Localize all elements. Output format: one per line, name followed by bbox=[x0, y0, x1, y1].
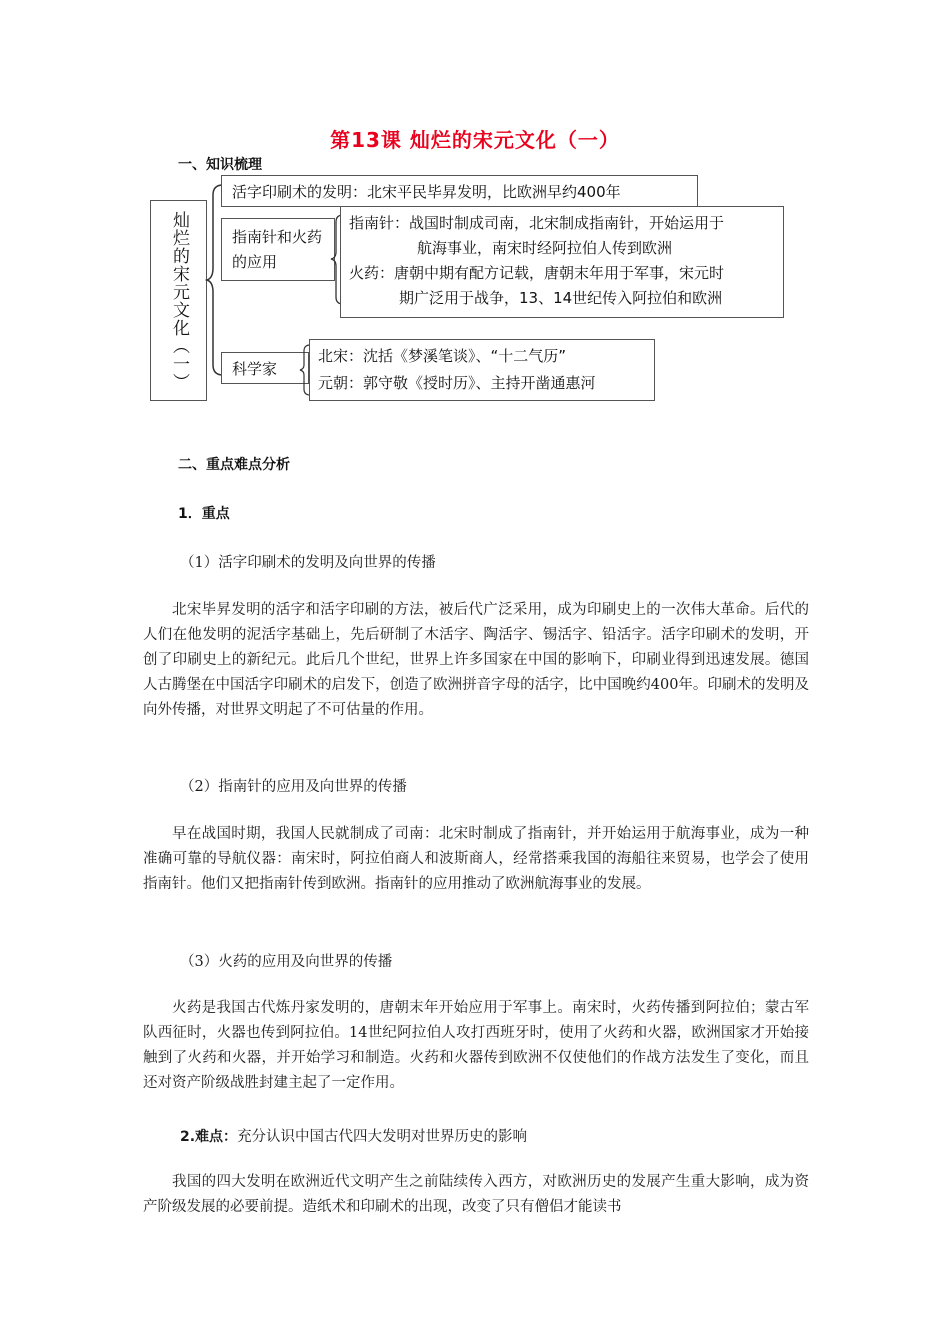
diagram-root-box bbox=[150, 200, 207, 401]
key-points-heading: 1．重点 bbox=[178, 506, 230, 522]
difficulty-text: 充分认识中国古代四大发明对世界历史的影响 bbox=[237, 1129, 528, 1145]
diagram-compass-powder-detail bbox=[340, 206, 784, 318]
diagram-branch-printing bbox=[221, 175, 698, 207]
section-heading-analysis: 二、重点难点分析 bbox=[178, 457, 290, 473]
difficulty-paragraph: 我国的四大发明在欧洲近代文明产生之前陆续传入西方，对欧洲历史的发展产生重大影响，成为资产阶级发展的必要前提。造纸术和印刷术的出现，改变了只有僧侣才能读书 bbox=[143, 1174, 809, 1215]
branch-scientists-label: 科学家 bbox=[232, 360, 278, 378]
diagram-scientists-detail bbox=[309, 339, 655, 401]
item-3-title: （3）火药的应用及向世界的传播 bbox=[180, 954, 393, 970]
branch-compass-powder-label: 指南针和火药的应用 bbox=[232, 228, 323, 271]
diagram-root-label: 灿烂的宋元文化（一） bbox=[169, 211, 189, 391]
diagram-branch-scientists bbox=[221, 352, 309, 384]
item-3-paragraph: 火药是我国古代炼丹家发明的，唐朝末年开始应用于军事上。南宋时，火药传播到阿拉伯；蒙古军队西征时，火器也传到阿拉伯。14世纪阿拉伯人攻打西班牙时，使用了火药和火器，欧洲国家才开始接触到了火药和火器，并开始学习和制造。火药和火器传到欧洲不仅使他们的作战方法发生了变化，而且还对资产阶级战胜封建主起了一定作用。 bbox=[143, 1000, 809, 1091]
compass-line-1: 指南针：战国时制成司南，北宋制成指南针，开始运用于 bbox=[349, 214, 725, 232]
powder-line-1: 火药：唐朝中期有配方记载，唐朝末年用于军事，宋元时 bbox=[349, 264, 725, 282]
scientist-northern-song: 北宋：沈括《梦溪笔谈》、“十二气历” bbox=[318, 347, 567, 365]
item-1-paragraph: 北宋毕昇发明的活字和活字印刷的方法，被后代广泛采用，成为印刷史上的一次伟大革命。后代的人们在他发明的泥活字基础上，先后研制了木活字、陶活字、锡活字、铅活字。活字印刷术的发明，开创了印刷史上的新纪元。此后几个世纪，世界上许多国家在中国的影响下，印刷业得到迅速发展。德国人古腾堡在中国活字印刷术的启发下，创造了欧洲拼音字母的活字，比中国晚约400年。印刷术的发明及向外传播，对世界文明起了不可估量的作用。 bbox=[143, 602, 809, 718]
powder-line-2: 期广泛用于战争，13、14世纪传入阿拉伯和欧洲 bbox=[399, 289, 723, 307]
difficulty-label: 2.难点： bbox=[180, 1129, 238, 1145]
difficulty-line bbox=[180, 1125, 527, 1146]
compass-line-2: 航海事业，南宋时经阿拉伯人传到欧洲 bbox=[417, 239, 673, 257]
diagram-branch-compass-powder bbox=[221, 218, 335, 281]
branch-printing-text: 活字印刷术的发明：北宋平民毕昇发明，比欧洲早约400年 bbox=[232, 183, 621, 201]
item-1-title: （1）活字印刷术的发明及向世界的传播 bbox=[180, 555, 436, 571]
scientist-yuan: 元朝：郭守敬《授时历》、主持开凿通惠河 bbox=[318, 374, 596, 392]
item-2-title: （2）指南针的应用及向世界的传播 bbox=[180, 779, 407, 795]
section-heading-summary: 一、知识梳理 bbox=[178, 157, 262, 173]
page-title: 第13课 灿烂的宋元文化（一） bbox=[330, 128, 620, 152]
item-2-paragraph: 早在战国时期，我国人民就制成了司南：北宋时制成了指南针，并开始运用于航海事业，成为一种准确可靠的导航仪器：南宋时，阿拉伯商人和波斯商人，经常搭乘我国的海船往来贸易，也学会了使用指南针。他们又把指南针传到欧洲。指南针的应用推动了欧洲航海事业的发展。 bbox=[143, 826, 809, 892]
